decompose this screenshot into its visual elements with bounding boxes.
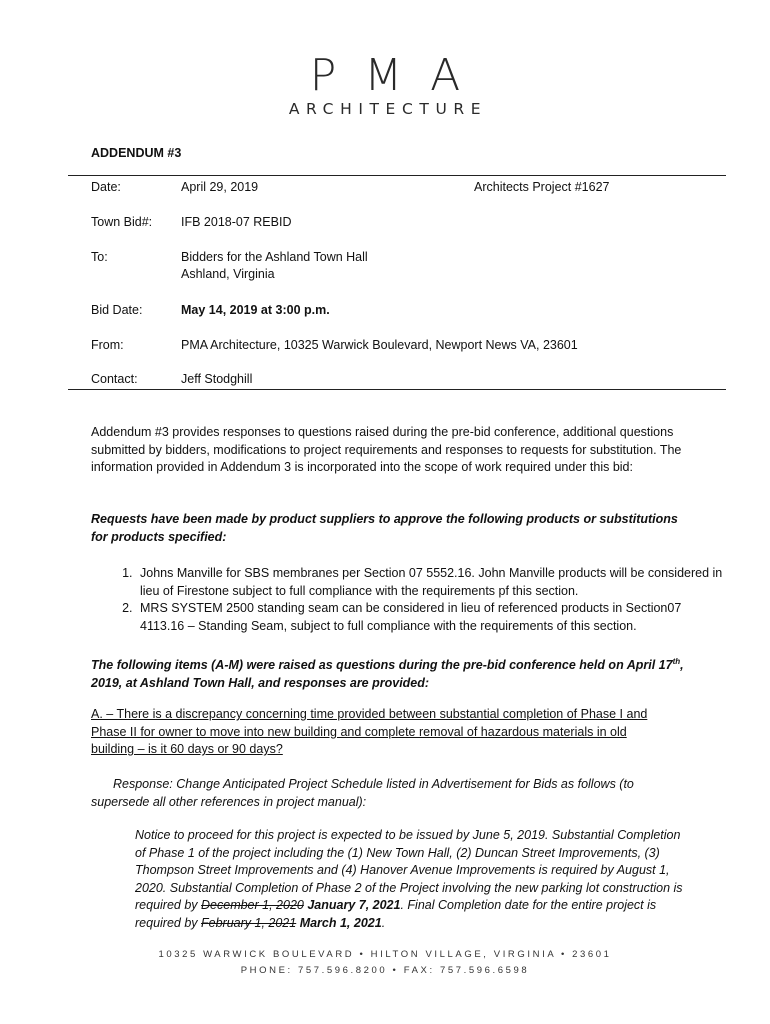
notice-text-3: . <box>381 915 386 930</box>
items-heading <box>91 653 691 692</box>
addendum-title: ADDENDUM #3 <box>91 146 182 160</box>
pma-logo <box>250 52 520 118</box>
bid-date-value: May 14, 2019 at 3:00 p.m. <box>181 303 330 317</box>
struck-date-1: December 1, 2020 <box>201 898 304 912</box>
bid-label: Town Bid#: <box>91 215 153 229</box>
requests-heading: Requests have been made by product suppliers to approve the following products or substitutions for products specified: <box>91 512 678 544</box>
header-rule-top <box>68 175 726 176</box>
new-date-1: January 7, 2021 <box>303 898 401 912</box>
item-a-question: A. – There is a discrepancy concerning time provided between substantial completion of Phase I and Phase II for owner to move into new building and complete removal of hazardous materials in old building – is it 60 days or 90 days? <box>91 707 648 756</box>
items-heading-text: The following items (A-M) were raised as questions during the pre-bid conference held on April 17 <box>91 658 673 673</box>
date-value: April 29, 2019 <box>181 180 259 194</box>
schedule-notice <box>135 827 685 932</box>
list-item: 1. Johns Manville for SBS membranes per Section 07 5552.16. John Manville products will be considered in lieu of Firestone subject to full compliance with the requirements pf this section. <box>136 565 726 600</box>
struck-date-2: February 1, 2021 <box>201 915 297 930</box>
footer-phone: PHONE: 757.596.8200 • FAX: 757.596.6598 <box>240 965 530 976</box>
header-rule-bottom <box>68 389 726 390</box>
new-date-2: March 1, 2021 <box>296 915 382 930</box>
bid-value: IFB 2018-07 REBID <box>181 215 292 229</box>
intro-paragraph: Addendum #3 provides responses to questions raised during the pre-bid conference, additional questions submitted by bidders, modifications to project requirements and responses to requests for substitution. The information provided in Addendum 3 is incorporated into the scope of work required under this bid: <box>91 425 682 474</box>
items-heading-sup: th <box>672 657 681 666</box>
bid-date-label: Bid Date: <box>91 303 143 317</box>
logo-subtitle: ARCHITECTURE <box>288 100 488 118</box>
logo-mark: PMA <box>309 50 489 101</box>
items-heading-text-2: , 2019, at Ashland Town Hall, and responses are provided: <box>91 658 684 690</box>
list-item: 2. MRS SYSTEM 2500 standing seam can be considered in lieu of referenced products in Section07 4113.16 – Standing Seam, subject to full compliance with the requirements of this section. <box>136 600 726 635</box>
contact-value: Jeff Stodghill <box>181 372 253 386</box>
contact-label: Contact: <box>91 372 138 386</box>
notice-text-1: Notice to proceed for this project is expected to be issued by June 5, 2019. Substantial Completion of Phase 1 of the project including the (1) New Town Hall, (2) Duncan Street Improvements, (3) Thompson Street Improvements and (4) Hanover Avenue Improvements is required by August 1, 2020. Substantial Completion of Phase 2 of the Project involving the new parking lot construction is required by <box>135 828 683 912</box>
project-number: Architects Project #1627 <box>474 180 610 194</box>
to-label: To: <box>91 250 108 264</box>
to-line-2: Ashland, Virginia <box>181 267 275 281</box>
from-value: PMA Architecture, 10325 Warwick Boulevard, Newport News VA, 23601 <box>181 338 578 352</box>
item-a-response: Response: Change Anticipated Project Schedule listed in Advertisement for Bids as follows (to supersede all other references in project manual): <box>91 777 634 809</box>
footer-address: 10325 WARWICK BOULEVARD • HILTON VILLAGE, VIRGINIA • 23601 <box>158 949 612 960</box>
to-line-1: Bidders for the Ashland Town Hall <box>181 250 368 264</box>
date-label: Date: <box>91 180 121 194</box>
from-label: From: <box>91 338 124 352</box>
notice-text-2: . Final Completion date for the entire project is required by <box>135 898 657 930</box>
requests-list <box>91 565 726 635</box>
